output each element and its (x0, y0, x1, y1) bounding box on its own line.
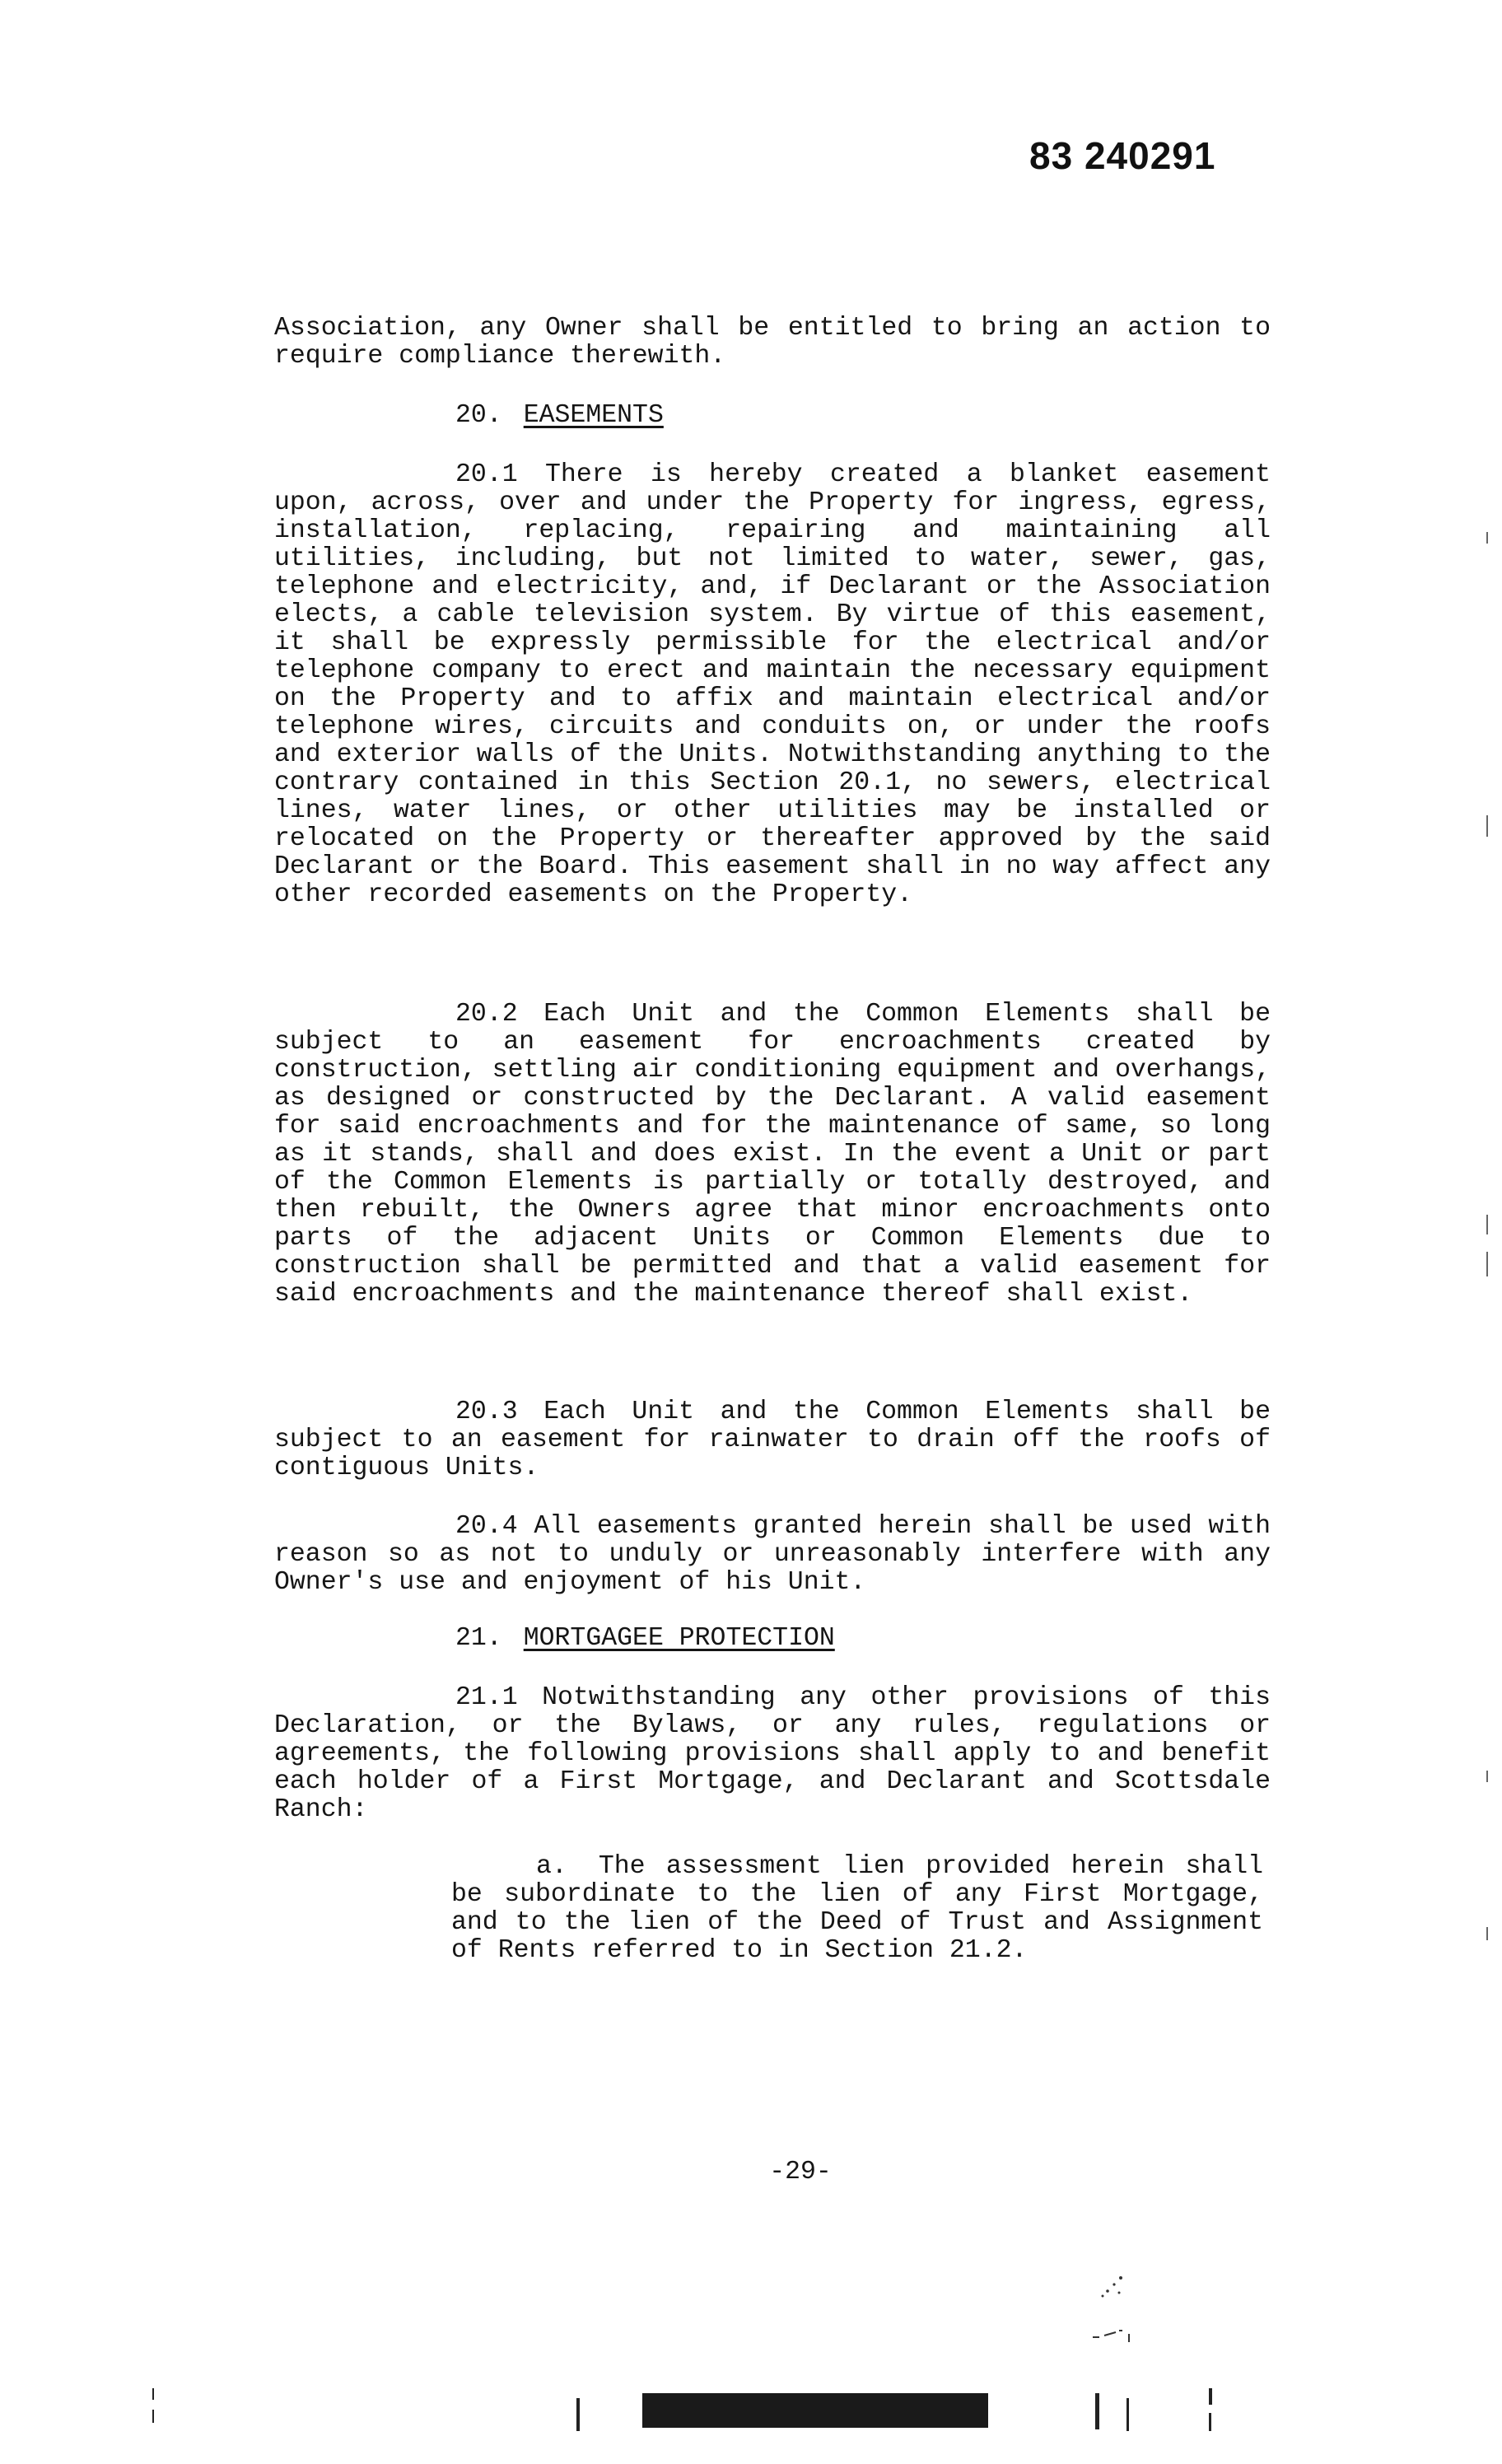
scan-mark (576, 2398, 580, 2431)
scan-mark (1486, 1927, 1488, 1940)
section-21-number: 21. (455, 1624, 502, 1653)
scan-mark (1209, 2413, 1211, 2431)
scan-mark (1486, 1771, 1488, 1782)
scan-bar (642, 2393, 988, 2428)
scan-mark (152, 2410, 154, 2423)
section-20-title: EASEMENTS (523, 401, 664, 430)
scan-mark (1486, 1252, 1488, 1276)
scan-mark (1209, 2388, 1212, 2405)
scan-mark (1126, 2398, 1129, 2431)
scan-mark (1486, 815, 1488, 837)
paragraph-20-2: 20.2 Each Unit and the Common Elements shall be subject to an easement for encroachments created by construction, settling air conditioning equipment and overhangs, as designed or constructed by the Declarant. A valid easement for said encroachments and for the maintenance of same, so long as it stands, shall and does exist. In the event a Unit or part of the Common Elements is partially or totally destroyed, and then rebuilt, the Owners agree that minor encroachments onto parts of the adjacent Units or Common Elements due to construction shall be permitted and that a valid easement for said encroachments and the maintenance thereof shall exist. (274, 1000, 1271, 1309)
paragraph-21-1: 21.1 Notwithstanding any other provisions of this Declaration, or the Bylaws, or any rules, regulations or agreements, the following provisions shall apply to and benefit each holder of a First Mortgage, and Declarant and Scottsdale Ranch: (274, 1683, 1271, 1824)
intro-paragraph: Association, any Owner shall be entitled to bring an action to require compliance therewith. (274, 314, 1271, 371)
scan-speckle (1091, 2273, 1140, 2355)
paragraph-20-4: 20.4 All easements granted herein shall be used with reason so as not to unduly or unreasonably interfere with any Owner's use and enjoyment of his Unit. (274, 1512, 1271, 1597)
item-a-label: a. (536, 1852, 567, 1881)
paragraph-20-1: 20.1 There is hereby created a blanket easement upon, across, over and under the Property for ingress, egress, installation, replacing, repairing and maintaining all utilities, including, but not limited to water, sewer, gas, telephone and electricity, and, if Declarant or the Association elects, a cable television system. By virtue of this easement, it shall be expressly permissible for the electrical and/or telephone company to erect and maintain the necessary equipment on the Property and to affix and maintain electrical and/or telephone wires, circuits and conduits on, or under the roofs and exterior walls of the Units. Notwithstanding anything to the contrary contained in this Section 20.1, no sewers, electrical lines, water lines, or other utilities may be installed or relocated on the Property or thereafter approved by the said Declarant or the Board. This easement shall in no way affect any other recorded easements on the Property. (274, 460, 1271, 909)
scan-mark (1486, 532, 1488, 544)
document-number: 83 240291 (1029, 134, 1216, 177)
section-20-number: 20. (455, 401, 502, 430)
item-a-text: The assessment lien provided herein shall be subordinate to the lien of any First Mortgage, and to the lien of the Deed of Trust and Assignment of Rents referred to in Section 21.2. (451, 1852, 1263, 1965)
section-21-title: MORTGAGEE PROTECTION (523, 1624, 835, 1653)
section-21-heading (455, 1625, 835, 1653)
section-20-heading (455, 402, 664, 430)
paragraph-21-1-a (451, 1853, 1263, 1965)
paragraph-20-3: 20.3 Each Unit and the Common Elements shall be subject to an easement for rainwater to drain off the roofs of contiguous Units. (274, 1398, 1271, 1482)
scan-mark (152, 2388, 154, 2400)
page-number: -29- (769, 2158, 832, 2186)
scan-mark (1486, 1215, 1488, 1234)
scan-mark (1095, 2393, 1099, 2429)
